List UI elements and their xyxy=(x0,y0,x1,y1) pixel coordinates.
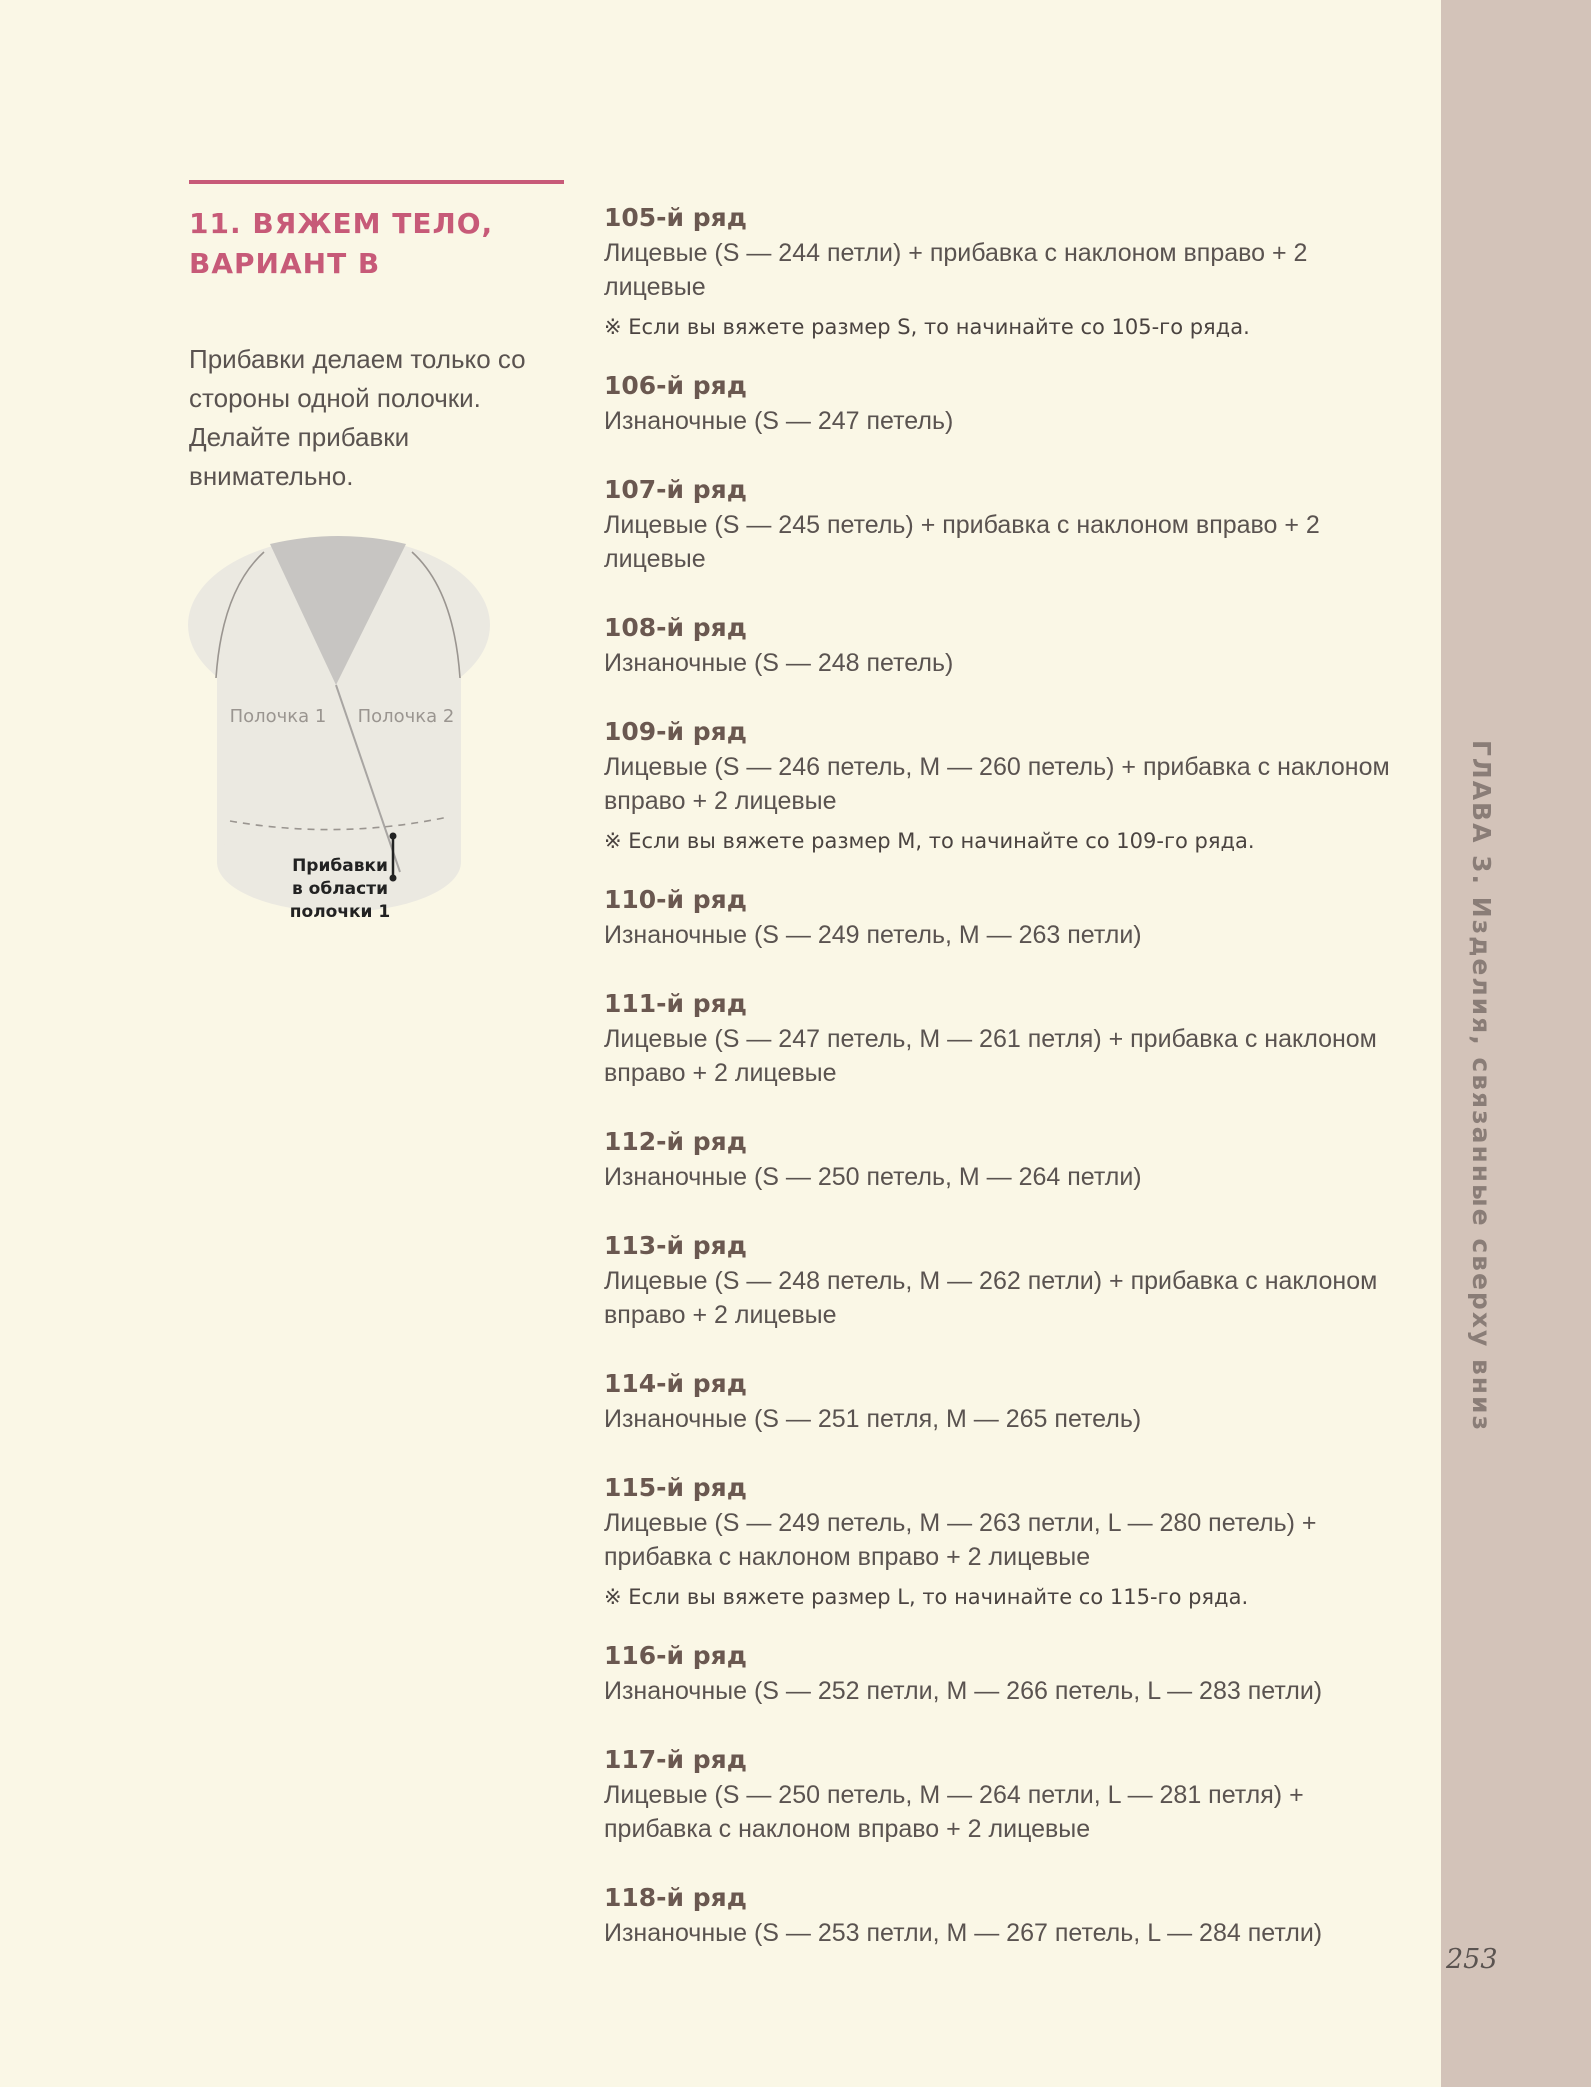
row-title: 110-й ряд xyxy=(604,885,747,914)
row-106 xyxy=(604,368,1404,438)
row-text: Изнаночные (S — 249 петель, M — 263 петли) xyxy=(604,921,1142,949)
row-117 xyxy=(604,1742,1404,1846)
section-title-line-1: 11. ВЯЖЕМ ТЕЛО, xyxy=(189,207,494,240)
row-title: 105-й ряд xyxy=(604,203,747,232)
section-title-line-2: ВАРИАНТ В xyxy=(189,247,381,280)
diagram-caption-line-1: Прибавки xyxy=(292,856,388,876)
row-title: 113-й ряд xyxy=(604,1231,747,1260)
row-text: Изнаночные (S — 247 петель) xyxy=(604,407,954,435)
row-text: Изнаночные (S — 248 петель) xyxy=(604,649,954,677)
row-title: 115-й ряд xyxy=(604,1473,747,1502)
row-113 xyxy=(604,1228,1404,1332)
row-note: ※ Если вы вяжете размер S, то начинайте со 105-го ряда. xyxy=(604,315,1250,339)
diagram-marker-bottom-dot xyxy=(390,875,397,882)
row-109 xyxy=(604,714,1404,860)
row-text: Лицевые (S — 249 петель, M — 263 петли, L — 280 петель) + прибавка с наклоном вправо + 2 лицевые xyxy=(604,1509,1317,1571)
row-text: Изнаночные (S — 253 петли, M — 267 петель, L — 284 петли) xyxy=(604,1919,1323,1947)
row-title: 107-й ряд xyxy=(604,475,747,504)
row-116 xyxy=(604,1638,1404,1708)
row-114 xyxy=(604,1366,1404,1436)
section-title xyxy=(189,204,569,284)
row-text: Изнаночные (S — 250 петель, M — 264 петли) xyxy=(604,1163,1142,1191)
row-112 xyxy=(604,1124,1404,1194)
row-text: Лицевые (S — 244 петли) + прибавка с наклоном вправо + 2 лицевые xyxy=(604,239,1308,301)
intro-text: Прибавки делаем только со стороны одной полочки. Делайте прибавки внимательно. xyxy=(189,344,526,491)
row-title: 116-й ряд xyxy=(604,1641,747,1670)
garment-diagram xyxy=(186,530,496,940)
row-110 xyxy=(604,882,1404,952)
row-text: Изнаночные (S — 251 петля, M — 265 петель) xyxy=(604,1405,1142,1433)
row-text: Лицевые (S — 250 петель, M — 264 петли, L — 281 петля) + прибавка с наклоном вправо + 2 лицевые xyxy=(604,1781,1304,1843)
row-118 xyxy=(604,1880,1404,1950)
page-number: 253 xyxy=(1446,1944,1498,1975)
row-title: 118-й ряд xyxy=(604,1883,747,1912)
row-text: Лицевые (S — 248 петель, M — 262 петли) + прибавка с наклоном вправо + 2 лицевые xyxy=(604,1267,1378,1329)
row-title: 108-й ряд xyxy=(604,613,747,642)
row-107 xyxy=(604,472,1404,576)
diagram-marker-top-dot xyxy=(390,833,397,840)
row-111 xyxy=(604,986,1404,1090)
row-title: 106-й ряд xyxy=(604,371,747,400)
row-note: ※ Если вы вяжете размер M, то начинайте со 109-го ряда. xyxy=(604,829,1255,853)
row-108 xyxy=(604,610,1404,680)
diagram-caption-line-3: полочки 1 xyxy=(289,902,391,922)
row-text: Лицевые (S — 245 петель) + прибавка с наклоном вправо + 2 лицевые xyxy=(604,511,1320,573)
diagram-caption-line-2: в области xyxy=(292,879,388,899)
row-title: 111-й ряд xyxy=(604,989,747,1018)
row-text: Лицевые (S — 246 петель, M — 260 петель) + прибавка с наклоном вправо + 2 лицевые xyxy=(604,753,1390,815)
diagram-label-front-1: Полочка 1 xyxy=(229,706,327,727)
row-title: 112-й ряд xyxy=(604,1127,747,1156)
diagram-label-front-2: Полочка 2 xyxy=(357,706,455,727)
row-text: Изнаночные (S — 252 петли, M — 266 петель, L — 283 петли) xyxy=(604,1677,1323,1705)
row-115 xyxy=(604,1470,1404,1616)
row-text: Лицевые (S — 247 петель, M — 261 петля) + прибавка с наклоном вправо + 2 лицевые xyxy=(604,1025,1377,1087)
row-note: ※ Если вы вяжете размер L, то начинайте со 115-го ряда. xyxy=(604,1585,1249,1609)
row-title: 117-й ряд xyxy=(604,1745,747,1774)
section-divider xyxy=(189,180,564,184)
row-105 xyxy=(604,200,1404,346)
chapter-title: ГЛАВА 3. Изделия, связанные сверху вниз xyxy=(1467,740,1496,1433)
row-title: 109-й ряд xyxy=(604,717,747,746)
row-instructions xyxy=(604,200,1404,1984)
row-title: 114-й ряд xyxy=(604,1369,747,1398)
